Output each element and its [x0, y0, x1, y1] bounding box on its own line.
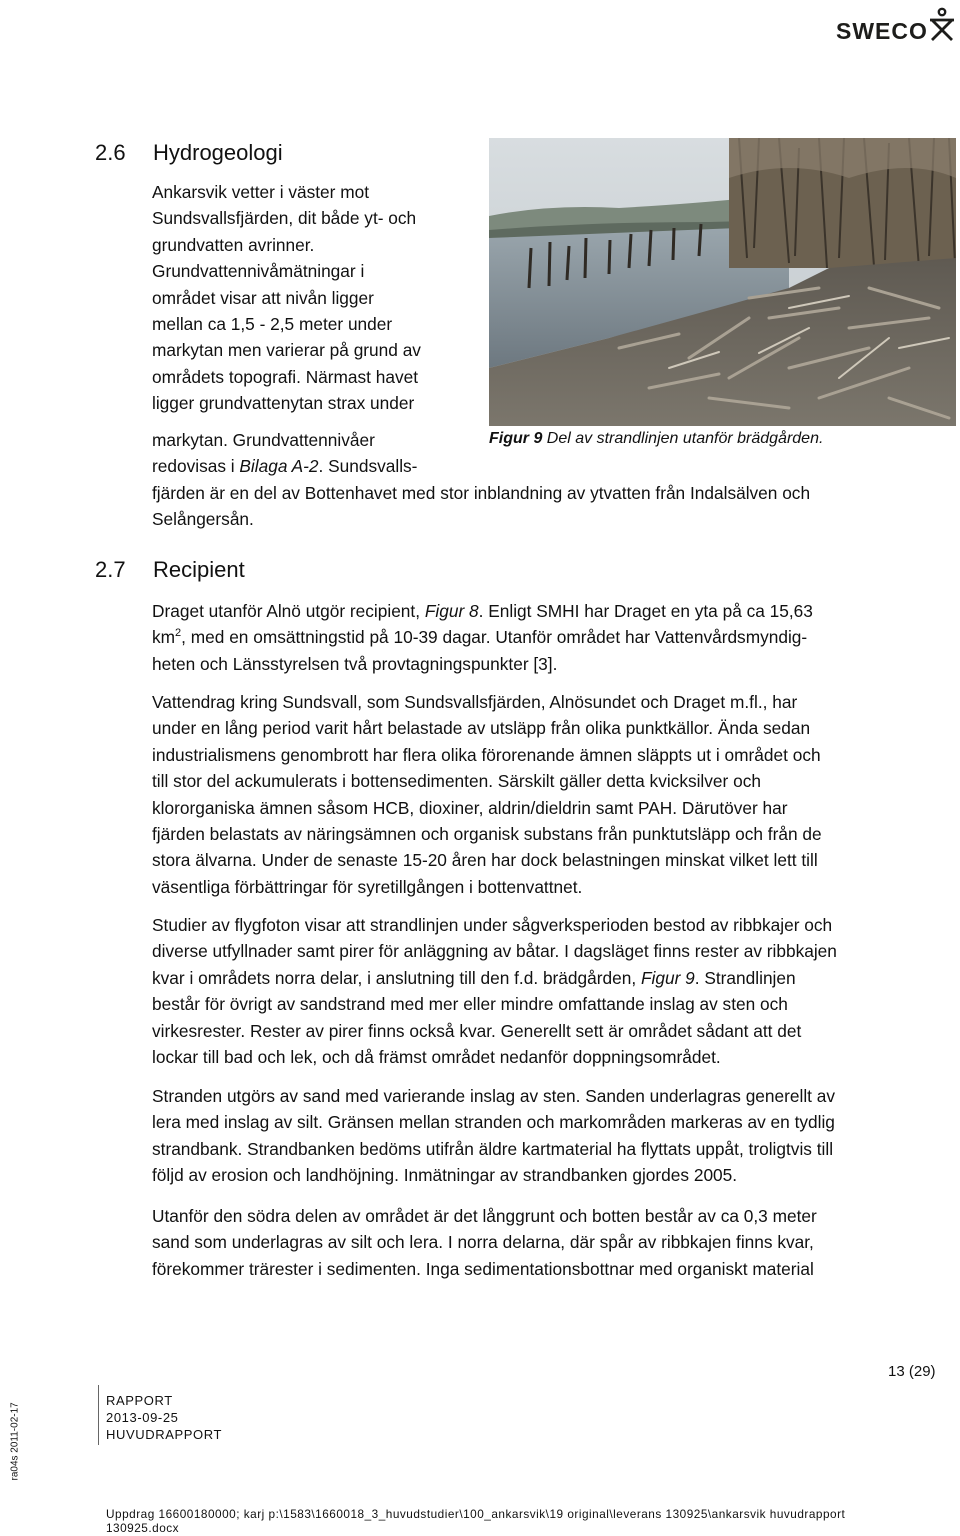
text-line: redovisas i Bilaga A-2. Sundsvalls-: [152, 456, 418, 476]
recipient-paragraph-4: [152, 1083, 952, 1189]
section-heading-recipient: [95, 557, 245, 583]
figure-caption: [489, 430, 823, 448]
recipient-paragraph-3: [152, 912, 952, 1070]
page-number: 13 (29): [888, 1363, 936, 1380]
text-line: under en lång period varit hårt belastade av utsläpp från olika punktkällor. Ända sedan: [152, 718, 811, 739]
side-template-code: ra04s 2011-02-17: [9, 1402, 21, 1481]
section-heading-hydrogeologi: [95, 140, 283, 166]
text-line: industrialismens genombrott har flera olika förorenande ämnen släppts ut i området och: [152, 744, 821, 765]
hydrogeologi-paragraph: [152, 179, 482, 417]
text-line: mellan ca 1,5 - 2,5 meter under: [152, 314, 393, 335]
footer-divider: [98, 1385, 100, 1445]
text-line: Grundvattennivåmätningar i: [152, 261, 365, 282]
section-title: Hydrogeologi: [153, 140, 283, 165]
text-line: $km^2$, med en omsättningstid på 10-39 dagar. Utanför området har Vattenvårdsmyndig-: [152, 627, 808, 648]
figure-reference: Figur 8: [424, 601, 479, 621]
text-line: sand som underlagras av silt och lera. I norra delarna, där spår av ribbkajen finns kvar,: [152, 1232, 814, 1253]
text-line: området visar att nivån ligger: [152, 287, 374, 308]
figure-9-photo: [489, 138, 956, 426]
text-line: Ankarsvik vetter i väster mot: [152, 182, 370, 202]
recipient-paragraph-2: [152, 689, 952, 900]
text-line: Utanför den södra delen av området är det långgrunt och botten består av ca 0,3 meter: [152, 1206, 817, 1226]
text-line: ligger grundvattenytan strax under: [152, 393, 415, 414]
text-line: lera med inslag av silt. Gränsen mellan stranden och markområden markeras av en tydlig: [152, 1112, 835, 1133]
text-line: markytan men varierar på grund av: [152, 340, 421, 361]
figure-label: Figur 9: [489, 430, 543, 447]
recipient-paragraph-5: [152, 1203, 952, 1282]
text-line: Draget utanför Alnö utgör recipient, Figur 8. Enligt SMHI har Draget en yta på ca 15,63: [152, 601, 813, 621]
text-line: Stranden utgörs av sand med varierande inslag av sten. Sanden underlagras generellt av: [152, 1086, 836, 1106]
doc-date: 2013-09-25: [106, 1410, 179, 1425]
text-line: fjärden belastats av näringsämnen och organisk substans från punktutsläpp och från de: [152, 824, 822, 845]
footer-file-path: Uppdrag 16600180000; karj p:\1583\1660018_3_huvudstudier\100_ankarsvik\19 original\leverans 130925\ankarsvik huvudrapport 130925.docx: [106, 1507, 846, 1535]
footer-doc-info: [106, 1392, 222, 1443]
recipient-paragraph-1: [152, 598, 942, 677]
text-line: kvar i områdets norra delar, i anslutning till den f.d. brädgården, Figur 9. Strandlinjen: [152, 967, 796, 988]
figure-text: Del av strandlinjen utanför brädgården.: [542, 430, 824, 447]
text-line: heten och Länsstyrelsen två provtagningspunkter [3].: [152, 653, 558, 674]
section-number: 2.7: [95, 557, 126, 582]
text-line: består för övrigt av sandstrand med mer eller mindre omfattande inslag av sten och: [152, 994, 788, 1015]
doc-name: HUVUDRAPPORT: [106, 1427, 223, 1442]
section-number: 2.6: [95, 140, 126, 165]
text-line: strandbank. Strandbanken bedöms utifrån äldre kartmaterial ha flyttats uppåt, troligtvis till: [152, 1138, 834, 1159]
text-line: följd av erosion och landhöjning. Inmätningar av strandbanken gjordes 2005.: [152, 1165, 738, 1186]
doc-type: RAPPORT: [106, 1393, 173, 1408]
text-line: lockar till bad och lek, och då främst området nedanför doppningsområdet.: [152, 1047, 721, 1068]
section-title: Recipient: [153, 557, 245, 582]
text-line: virkesrester. Rester av pirer finns också kvar. Generellt sett är området sådant att det: [152, 1020, 802, 1041]
text-line: områdets topografi. Närmast havet: [152, 366, 419, 387]
appendix-reference: Bilaga A-2: [239, 456, 319, 476]
text-line: fjärden är en del av Bottenhavet med stor inblandning av ytvatten från Indalsälven och: [152, 483, 811, 503]
figure-reference: Figur 9: [640, 967, 695, 988]
text-line: klororganiska ämnen såsom HCB, dioxiner, aldrin/dieldrin samt PAH. Därutöver har: [152, 797, 788, 818]
sweco-logo-text: SWECO: [836, 18, 928, 44]
text-line: till stor del ackumulerats i bottensedimenten. Särskilt gäller detta kvicksilver och: [152, 771, 761, 792]
text-line: förekommer trärester i sedimenten. Inga sedimentationsbottnar med organiskt material: [152, 1258, 814, 1279]
text-line: stora älvarna. Under de senaste 15-20 åren har dock belastningen minskat vilket lett till: [152, 850, 818, 871]
text-line: Studier av flygfoton visar att strandlinjen under sågverksperioden bestod av ribbkajer och: [152, 915, 833, 935]
text-line: markytan. Grundvattennivåer: [152, 430, 375, 450]
text-line: Sundsvallsfjärden, dit både yt- och: [152, 208, 417, 229]
sweco-logo-icon: [926, 6, 958, 44]
text-line: diverse utfyllnader samt pirer för anläggning av båtar. I dagsläget finns rester av ribbkajen: [152, 941, 837, 962]
text-line: väsentliga förbättringar för syretillgången i bottenvattnet.: [152, 876, 583, 897]
text-line: Vattendrag kring Sundsvall, som Sundsvallsfjärden, Alnösundet och Draget m.fl., har: [152, 692, 798, 712]
text-line: Selångersån.: [152, 509, 254, 529]
text-line: grundvatten avrinner.: [152, 234, 315, 255]
